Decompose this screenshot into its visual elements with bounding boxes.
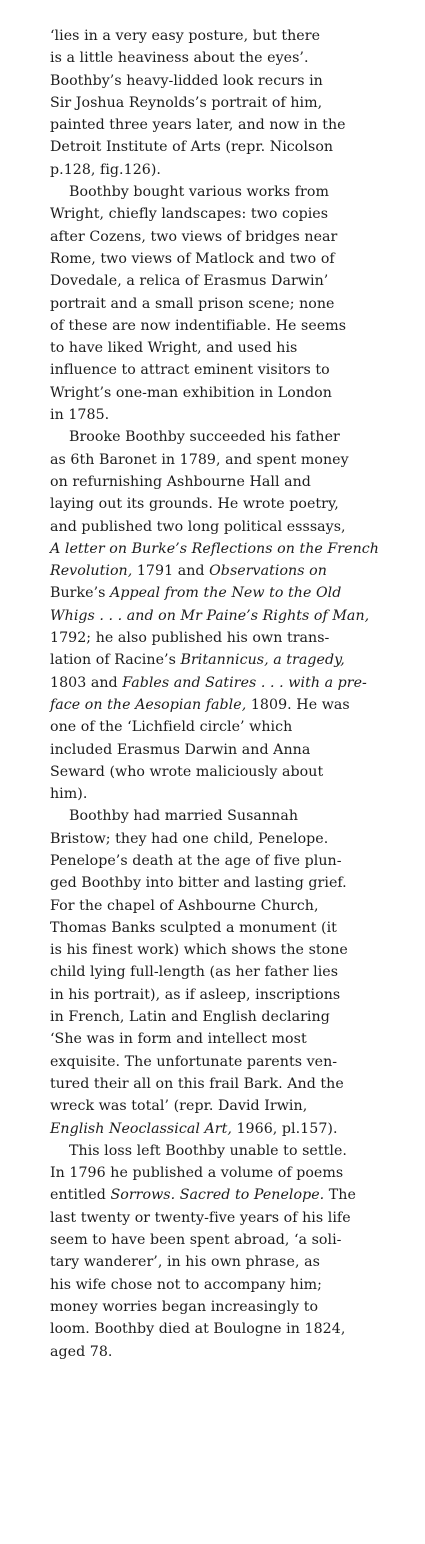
text-run: Sir Joshua Reynolds’s portrait of him, — [50, 94, 323, 111]
text-line — [50, 1207, 395, 1229]
text-line — [50, 1184, 395, 1206]
text-line — [50, 1229, 395, 1251]
text-line — [50, 850, 395, 872]
text-run: ged Boothby into bitter and lasting grief. — [50, 875, 347, 892]
text-line — [50, 582, 395, 604]
text-run: 1809. He was — [246, 696, 350, 713]
text-line — [50, 47, 395, 69]
text-run: Bristow; they had one child, Penelope. — [50, 830, 329, 847]
text-line — [50, 493, 395, 515]
text-run: Wright’s one-man exhibition in London — [50, 384, 332, 401]
text-run: Detroit Institute of Arts (repr. Nicolson — [50, 139, 334, 156]
text-run: influence to attract eminent visitors to — [50, 362, 330, 379]
text-line — [50, 1318, 395, 1340]
text-run: ‘lies in a very easy posture, but there — [50, 28, 321, 44]
text-line — [50, 159, 395, 181]
text-run: The — [324, 1187, 356, 1204]
text-line — [50, 426, 395, 448]
text-line — [50, 92, 395, 114]
text-run: Thomas Banks sculpted a monument (it — [50, 919, 337, 936]
text-line — [50, 181, 395, 203]
text-run: of these are now indentifiable. He seems — [50, 317, 347, 334]
text-run: seem to have been spent abroad, ‘a soli- — [50, 1232, 342, 1249]
text-line — [50, 895, 395, 917]
italic-text: A letter on Burke’s Reflections on the French — [50, 540, 379, 557]
text-line — [50, 961, 395, 983]
text-run: Brooke Boothby succeeded his father — [69, 429, 340, 446]
text-line — [50, 382, 395, 404]
text-line — [50, 783, 395, 805]
italic-text: Appeal from the New to the Old — [110, 585, 342, 602]
text-line — [50, 1341, 395, 1363]
text-line — [50, 114, 395, 136]
text-line — [50, 1274, 395, 1296]
text-run: one of the ‘Lichfield circle’ which — [50, 719, 293, 736]
text-line — [50, 1140, 395, 1162]
text-run: 1966, pl.157). — [231, 1120, 338, 1137]
text-line — [50, 1073, 395, 1095]
text-line — [50, 1162, 395, 1184]
text-run: in 1785. — [50, 407, 110, 424]
text-run: tured their all on this frail Bark. And the — [50, 1075, 344, 1092]
text-run: after Cozens, two views of bridges near — [50, 228, 338, 245]
text-line — [50, 1296, 395, 1318]
text-run: money worries began increasingly to — [50, 1298, 319, 1315]
text-run: in his portrait), as if asleep, inscriptions — [50, 986, 341, 1003]
text-run: Boothby bought various works from — [69, 184, 329, 201]
text-run: Burke’s — [50, 585, 111, 602]
text-line — [50, 516, 395, 538]
text-line — [50, 627, 395, 649]
italic-text: Fables and Satires . . . with a pre- — [122, 674, 367, 691]
text-line — [50, 270, 395, 292]
text-line — [50, 1095, 395, 1117]
text-line — [50, 471, 395, 493]
text-line — [50, 70, 395, 92]
text-run: entitled — [50, 1187, 111, 1204]
text-run: Dovedale, a relica of Erasmus Darwin’ — [50, 273, 329, 290]
italic-text: Observations on — [209, 563, 327, 580]
text-line — [50, 337, 395, 359]
text-line — [50, 226, 395, 248]
text-run: This loss left Boothby unable to settle. — [69, 1142, 347, 1159]
text-run: and published two long political esssays, — [50, 518, 346, 535]
paragraph — [50, 25, 395, 181]
text-run: wreck was total’ (repr. David Irwin, — [50, 1098, 308, 1115]
text-run: aged 78. — [50, 1343, 113, 1360]
text-run: Boothby’s heavy-lidded look recurs in — [50, 72, 323, 89]
text-run: In 1796 he published a volume of poems — [50, 1165, 344, 1182]
text-line — [50, 315, 395, 337]
text-run: 1803 and — [50, 674, 123, 691]
paragraph — [50, 1140, 395, 1363]
text-line — [50, 716, 395, 738]
text-run: on refurnishing Ashbourne Hall and — [50, 473, 311, 490]
text-run: child lying full-length (as her father lies — [50, 964, 339, 981]
text-line — [50, 1006, 395, 1028]
text-line — [50, 694, 395, 716]
text-run: his wife chose not to accompany him; — [50, 1276, 323, 1293]
text-line — [50, 1028, 395, 1050]
text-run: loom. Boothby died at Boulogne in 1824, — [50, 1321, 346, 1338]
text-line — [50, 560, 395, 582]
text-run: is his finest work) which shows the stone — [50, 942, 348, 959]
text-run: exquisite. The unfortunate parents ven- — [50, 1053, 338, 1070]
text-run: 1792; he also published his own trans- — [50, 630, 330, 647]
text-run: him). — [50, 786, 88, 803]
text-run: Penelope’s death at the age of five plun- — [50, 852, 342, 869]
text-run: Seward (who wrote maliciously about — [50, 763, 324, 780]
text-run: For the chapel of Ashbourne Church, — [50, 897, 319, 914]
text-run: ‘She was in form and intellect most — [50, 1031, 307, 1048]
italic-text: Revolution, — [50, 563, 133, 580]
text-run: laying out its grounds. He wrote poetry, — [50, 496, 339, 513]
text-line — [50, 939, 395, 961]
text-line — [50, 449, 395, 471]
text-run: portrait and a small prison scene; none — [50, 295, 335, 312]
text-run: included Erasmus Darwin and Anna — [50, 741, 311, 758]
text-run: Wright, chiefly landscapes: two copies — [50, 206, 329, 223]
paragraph — [50, 181, 395, 426]
text-run: tary wanderer’, in his own phrase, as — [50, 1254, 320, 1271]
text-run: is a little heaviness about the eyes’. — [50, 50, 309, 67]
text-run: last twenty or twenty-five years of his life — [50, 1209, 351, 1226]
text-line — [50, 917, 395, 939]
italic-text: Sorrows. Sacred to Penelope. — [110, 1187, 325, 1204]
text-line — [50, 1051, 395, 1073]
paragraph — [50, 805, 395, 1139]
body-text — [50, 25, 395, 1363]
text-line — [50, 1118, 395, 1140]
text-run: Rome, two views of Matlock and two of — [50, 250, 335, 267]
text-run: as 6th Baronet in 1789, and spent money — [50, 451, 349, 468]
text-run: painted three years later, and now in the — [50, 117, 346, 134]
paragraph — [50, 426, 395, 805]
italic-text: face on the Aesopian fable, — [50, 696, 247, 713]
text-run: lation of Racine’s — [50, 652, 181, 669]
text-line — [50, 203, 395, 225]
text-line — [50, 293, 395, 315]
text-line — [50, 605, 395, 627]
text-line — [50, 805, 395, 827]
text-line — [50, 984, 395, 1006]
text-line — [50, 248, 395, 270]
text-run: to have liked Wright, and used his — [50, 340, 298, 357]
italic-text: Whigs . . . and on Mr Paine’s Rights of Man, — [50, 607, 370, 624]
text-run: 1791 and — [132, 563, 210, 580]
text-run: in French, Latin and English declaring — [50, 1009, 330, 1026]
text-run: Boothby had married Susannah — [69, 808, 299, 825]
italic-text: Britannicus, a tragedy, — [180, 652, 345, 669]
text-line — [50, 404, 395, 426]
text-line — [50, 828, 395, 850]
text-line — [50, 672, 395, 694]
text-line — [50, 136, 395, 158]
text-line — [50, 872, 395, 894]
text-run: p.128, fig.126). — [50, 161, 161, 178]
text-line — [50, 649, 395, 671]
text-line — [50, 25, 395, 47]
text-line — [50, 739, 395, 761]
text-line — [50, 359, 395, 381]
italic-text: English Neoclassical Art, — [50, 1120, 232, 1137]
text-line — [50, 1251, 395, 1273]
text-line — [50, 761, 395, 783]
text-line — [50, 538, 395, 560]
